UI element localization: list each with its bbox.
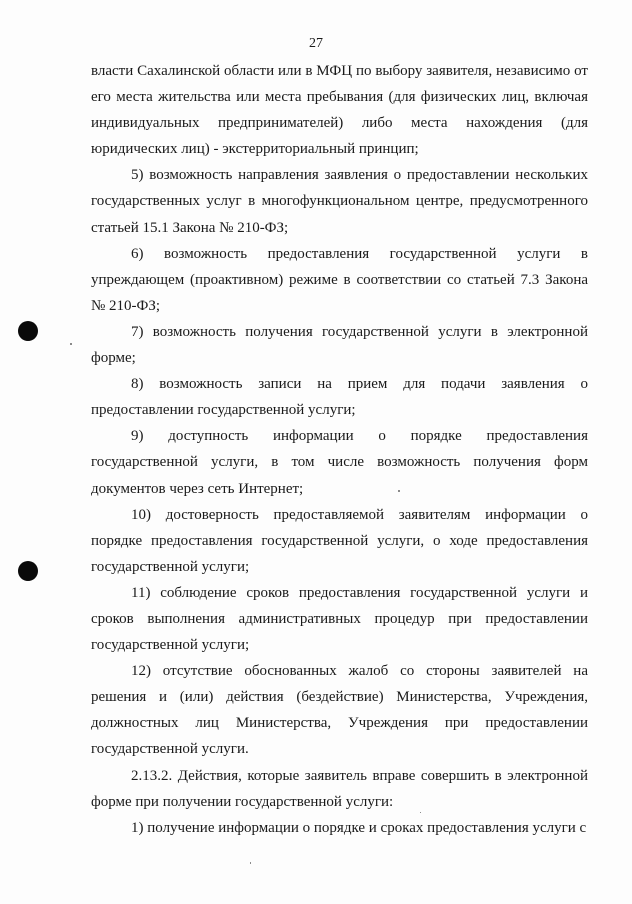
punch-hole-icon: [18, 561, 38, 581]
paragraph-item-8: 8) возможность записи на прием для подачи заявления о предоставлении государственной услуги;: [91, 376, 588, 419]
page-number: 27: [309, 36, 323, 51]
paragraph-item-10: 10) достоверность предоставляемой заявителям информации о порядке предоставления государственной услуги, о ходе предоставления государственной услуги;: [91, 506, 588, 575]
paragraph-item-11: 11) соблюдение сроков предоставления государственной услуги и сроков выполнения административных процедур при предоставлении государственной услуги;: [91, 584, 588, 654]
document-body: [91, 58, 588, 841]
scan-speck: [70, 343, 72, 345]
section-2-13-2: 2.13.2. Действия, которые заявитель вправе совершить в электронной форме при получении государственной услуги:: [91, 767, 588, 810]
paragraph-continuation: власти Сахалинской области или в МФЦ по выбору заявителя, независимо от его места жительства или места пребывания (для физических лиц, включая индивидуальных предпринимателей) либо места нахождения (для юридических лиц) - экстерриториальный принцип;: [91, 63, 588, 158]
scan-speck: [420, 812, 421, 813]
paragraph-item-5: 5) возможность направления заявления о предоставлении нескольких государственных услуг в многофункциональном центре, предусмотренного статьей 15.1 Закона № 210-ФЗ;: [91, 167, 588, 236]
paragraph-item-9: 9) доступность информации о порядке предоставления государственной услуги, в том числе возможность получения форм документов через сеть Интернет;: [91, 428, 588, 497]
paragraph-item-7: 7) возможность получения государственной услуги в электронной форме;: [91, 323, 588, 367]
paragraph-item-12: 12) отсутствие обоснованных жалоб со стороны заявителей на решения и (или) действия (бездействие) Министерства, Учреждения, должностных лиц Министерства, Учреждения при предоставлении государственной услуги.: [91, 663, 588, 758]
scan-speck: [398, 490, 400, 492]
paragraph-item-6: 6) возможность предоставления государственной услуги в упреждающем (проактивном) режиме в соответствии со статьей 7.3 Закона № 210-ФЗ;: [91, 245, 588, 314]
punch-hole-icon: [18, 321, 38, 341]
scan-speck: [250, 862, 251, 864]
paragraph-subitem-1: 1) получение информации о порядке и сроках предоставления услуги с: [131, 819, 587, 836]
